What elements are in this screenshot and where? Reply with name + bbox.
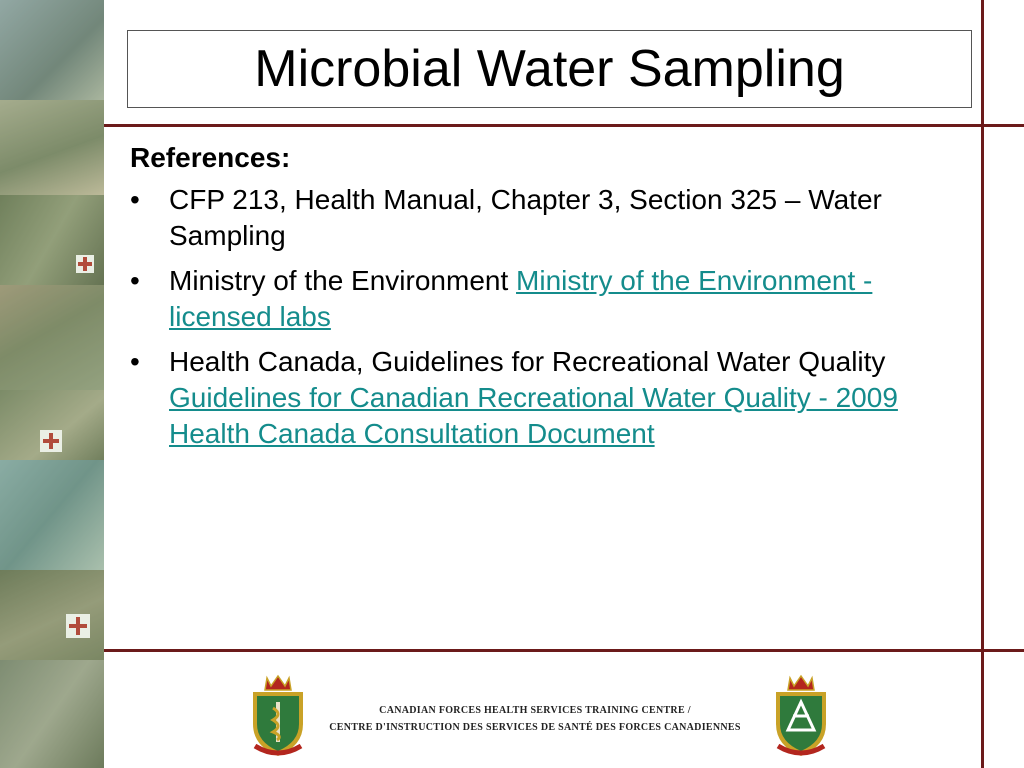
list-item xyxy=(130,344,930,452)
bullet: • xyxy=(130,184,140,215)
references-heading: References: xyxy=(130,142,291,173)
footer-line-english: CANADIAN FORCES HEALTH SERVICES TRAINING CENTRE / xyxy=(379,705,691,716)
environment-labs-link[interactable]: Ministry of the Environment - licensed labs xyxy=(169,265,873,332)
bullet: • xyxy=(130,265,140,296)
training-centre-crest-icon xyxy=(768,672,834,758)
title-box xyxy=(127,30,972,108)
reference-text: Health Canada, Guidelines for Recreational Water Quality xyxy=(169,346,886,377)
list-item xyxy=(130,263,930,335)
bottom-divider-line xyxy=(104,649,1024,652)
references-list xyxy=(130,182,930,452)
recreational-water-guidelines-link[interactable]: Guidelines for Canadian Recreational Water Quality - 2009 Health Canada Consultation Document xyxy=(169,382,898,449)
right-vertical-line xyxy=(981,0,984,768)
reference-text: CFP 213, Health Manual, Chapter 3, Section 325 – Water Sampling xyxy=(169,184,882,251)
list-item xyxy=(130,182,930,254)
photo-collage-strip xyxy=(0,0,104,768)
reference-text: Ministry of the Environment xyxy=(169,265,517,296)
footer-line-french: CENTRE D'INSTRUCTION DES SERVICES DE SANTÉ DES FORCES CANADIENNES xyxy=(329,722,741,733)
slide-body xyxy=(130,140,930,461)
top-divider-line xyxy=(104,124,1024,127)
bullet: • xyxy=(130,346,140,377)
slide-title: Microbial Water Sampling xyxy=(254,40,845,98)
